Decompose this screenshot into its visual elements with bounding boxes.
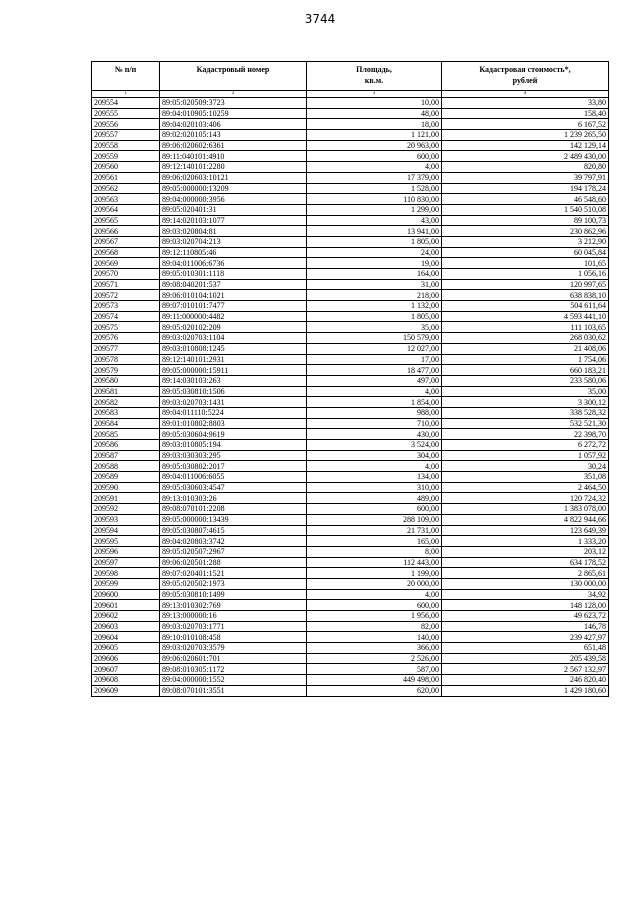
- row-index: 209556: [92, 119, 160, 130]
- table-row: [92, 130, 609, 141]
- row-index: 209565: [92, 215, 160, 226]
- header-index: № п/п: [92, 62, 160, 91]
- cost-value: 123 649,39: [442, 525, 609, 536]
- area-value: 489,00: [307, 493, 442, 504]
- cadastral-number: 89:08:070101:2208: [160, 504, 307, 515]
- table-row: [92, 215, 609, 226]
- area-value: 430,00: [307, 429, 442, 440]
- cadastral-number: 89:06:020602:6361: [160, 140, 307, 151]
- table-row: [92, 333, 609, 344]
- table-row: [92, 557, 609, 568]
- area-value: 82,00: [307, 621, 442, 632]
- area-value: 13 941,00: [307, 226, 442, 237]
- row-index: 209607: [92, 664, 160, 675]
- cadastral-number: 89:10:010108:458: [160, 632, 307, 643]
- cadastral-number: 89:11:040101:4910: [160, 151, 307, 162]
- area-value: 620,00: [307, 685, 442, 696]
- column-number: 3: [307, 91, 442, 98]
- cadastral-number: 89:14:030103:263: [160, 375, 307, 386]
- area-value: 1 854,00: [307, 397, 442, 408]
- row-index: 209583: [92, 407, 160, 418]
- row-index: 209588: [92, 461, 160, 472]
- area-value: 366,00: [307, 643, 442, 654]
- row-index: 209593: [92, 514, 160, 525]
- area-value: 48,00: [307, 108, 442, 119]
- table-row: [92, 343, 609, 354]
- cost-value: 504 611,64: [442, 301, 609, 312]
- table-row: [92, 172, 609, 183]
- table-row: [92, 461, 609, 472]
- cadastral-number: 89:06:020501:288: [160, 557, 307, 568]
- table-row: [92, 365, 609, 376]
- table-row: [92, 151, 609, 162]
- cadastral-number: 89:04:020103:406: [160, 119, 307, 130]
- row-index: 209597: [92, 557, 160, 568]
- cost-value: 203,12: [442, 546, 609, 557]
- table-row: [92, 140, 609, 151]
- row-index: 209579: [92, 365, 160, 376]
- area-value: 18 477,00: [307, 365, 442, 376]
- cadastral-number: 89:04:011006:6736: [160, 258, 307, 269]
- table-row: [92, 397, 609, 408]
- cadastral-number: 89:08:040201:537: [160, 279, 307, 290]
- cadastral-number: 89:05:000000:13439: [160, 514, 307, 525]
- cadastral-number: 89:05:010301:1118: [160, 269, 307, 280]
- area-value: 24,00: [307, 247, 442, 258]
- area-value: 497,00: [307, 375, 442, 386]
- row-index: 209605: [92, 643, 160, 654]
- cadastral-number: 89:03:030303:295: [160, 450, 307, 461]
- row-index: 209604: [92, 632, 160, 643]
- cost-value: 39 797,91: [442, 172, 609, 183]
- cost-value: 49 623,72: [442, 611, 609, 622]
- cadastral-number: 89:08:070101:3551: [160, 685, 307, 696]
- table-row: [92, 354, 609, 365]
- table-row: [92, 643, 609, 654]
- table-row: [92, 429, 609, 440]
- row-index: 209578: [92, 354, 160, 365]
- cadastral-number: 89:05:030807:4615: [160, 525, 307, 536]
- area-value: 4,00: [307, 386, 442, 397]
- area-value: 10,00: [307, 98, 442, 109]
- row-index: 209595: [92, 536, 160, 547]
- cost-value: 1 239 265,50: [442, 130, 609, 141]
- column-number-row: [92, 91, 609, 98]
- table-row: [92, 493, 609, 504]
- row-index: 209559: [92, 151, 160, 162]
- cost-value: 142 129,14: [442, 140, 609, 151]
- area-value: 218,00: [307, 290, 442, 301]
- cadastral-number: 89:13:000000:16: [160, 611, 307, 622]
- area-value: 988,00: [307, 407, 442, 418]
- area-value: 4,00: [307, 589, 442, 600]
- area-value: 600,00: [307, 151, 442, 162]
- header-row: [92, 62, 609, 91]
- cost-value: 660 183,21: [442, 365, 609, 376]
- cadastral-number: 89:05:030810:1499: [160, 589, 307, 600]
- row-index: 209601: [92, 600, 160, 611]
- area-value: 35,00: [307, 322, 442, 333]
- cost-value: 230 862,96: [442, 226, 609, 237]
- cost-value: 239 427,97: [442, 632, 609, 643]
- cadastral-number: 89:12:140101:2280: [160, 162, 307, 173]
- cost-value: 120 997,65: [442, 279, 609, 290]
- cadastral-number: 89:07:020401:1521: [160, 568, 307, 579]
- cost-value: 1 429 180,60: [442, 685, 609, 696]
- cost-value: 233 580,06: [442, 375, 609, 386]
- table-row: [92, 482, 609, 493]
- cost-value: 158,40: [442, 108, 609, 119]
- cadastral-number: 89:05:000000:13209: [160, 183, 307, 194]
- cadastral-number: 89:03:020804:81: [160, 226, 307, 237]
- cadastral-number: 89:04:011006:6055: [160, 472, 307, 483]
- row-index: 209600: [92, 589, 160, 600]
- cost-value: 634 178,52: [442, 557, 609, 568]
- row-index: 209573: [92, 301, 160, 312]
- table-row: [92, 621, 609, 632]
- cost-value: 820,80: [442, 162, 609, 173]
- cost-value: 4 822 944,66: [442, 514, 609, 525]
- cadastral-number: 89:11:000000:4482: [160, 311, 307, 322]
- column-number: 2: [160, 91, 307, 98]
- table-row: [92, 98, 609, 109]
- table-row: [92, 247, 609, 258]
- cost-value: 1 333,20: [442, 536, 609, 547]
- cost-value: 338 528,32: [442, 407, 609, 418]
- area-value: 1 199,00: [307, 568, 442, 579]
- cost-value: 3 300,12: [442, 397, 609, 408]
- row-index: 209581: [92, 386, 160, 397]
- table-row: [92, 418, 609, 429]
- row-index: 209609: [92, 685, 160, 696]
- cost-value: 34,92: [442, 589, 609, 600]
- row-index: 209554: [92, 98, 160, 109]
- cadastral-number: 89:12:110805:46: [160, 247, 307, 258]
- row-index: 209582: [92, 397, 160, 408]
- cost-value: 146,78: [442, 621, 609, 632]
- cadastral-number: 89:05:030604:9619: [160, 429, 307, 440]
- table-row: [92, 578, 609, 589]
- table-body: [92, 98, 609, 697]
- area-value: 310,00: [307, 482, 442, 493]
- area-value: 165,00: [307, 536, 442, 547]
- area-value: 600,00: [307, 600, 442, 611]
- area-value: 12 027,00: [307, 343, 442, 354]
- row-index: 209598: [92, 568, 160, 579]
- header-cadastral-number: Кадастровый номер: [160, 62, 307, 91]
- row-index: 209571: [92, 279, 160, 290]
- cadastral-number: 89:13:010302:769: [160, 600, 307, 611]
- area-value: 140,00: [307, 632, 442, 643]
- area-value: 304,00: [307, 450, 442, 461]
- cadastral-number: 89:08:010305:1172: [160, 664, 307, 675]
- cadastral-number: 89:04:010905:10259: [160, 108, 307, 119]
- table-row: [92, 472, 609, 483]
- table-row: [92, 119, 609, 130]
- cost-value: 638 838,10: [442, 290, 609, 301]
- table-row: [92, 568, 609, 579]
- cadastral-number: 89:05:020102:209: [160, 322, 307, 333]
- row-index: 209594: [92, 525, 160, 536]
- column-number: 4: [442, 91, 609, 98]
- row-index: 209580: [92, 375, 160, 386]
- table-row: [92, 611, 609, 622]
- area-value: 17 379,00: [307, 172, 442, 183]
- table-row: [92, 525, 609, 536]
- area-value: 20 963,00: [307, 140, 442, 151]
- table-row: [92, 675, 609, 686]
- row-index: 209570: [92, 269, 160, 280]
- cost-value: 246 820,40: [442, 675, 609, 686]
- row-index: 209557: [92, 130, 160, 141]
- table-row: [92, 226, 609, 237]
- cadastral-number: 89:03:020703:1104: [160, 333, 307, 344]
- table-row: [92, 322, 609, 333]
- area-value: 2 526,00: [307, 653, 442, 664]
- cost-value: 30,24: [442, 461, 609, 472]
- cadastral-number: 89:02:020105:143: [160, 130, 307, 141]
- area-value: 150 579,00: [307, 333, 442, 344]
- cost-value: 21 408,06: [442, 343, 609, 354]
- table-row: [92, 375, 609, 386]
- area-value: 18,00: [307, 119, 442, 130]
- cost-value: 194 178,24: [442, 183, 609, 194]
- cadastral-number: 89:05:020509:3723: [160, 98, 307, 109]
- cost-value: 6 167,52: [442, 119, 609, 130]
- page-number: 3744: [304, 12, 336, 26]
- table-row: [92, 269, 609, 280]
- row-index: 209592: [92, 504, 160, 515]
- cadastral-number: 89:07:010101:7477: [160, 301, 307, 312]
- cadastral-number: 89:03:020704:213: [160, 236, 307, 247]
- cost-value: 2 567 132,97: [442, 664, 609, 675]
- table-row: [92, 236, 609, 247]
- row-index: 209569: [92, 258, 160, 269]
- cadastral-number: 89:05:020401:31: [160, 204, 307, 215]
- cost-value: 6 272,72: [442, 440, 609, 451]
- area-value: 19,00: [307, 258, 442, 269]
- area-value: 449 498,00: [307, 675, 442, 686]
- cost-value: 33,80: [442, 98, 609, 109]
- cost-value: 35,00: [442, 386, 609, 397]
- row-index: 209585: [92, 429, 160, 440]
- table-row: [92, 258, 609, 269]
- cadastral-number: 89:05:030802:2017: [160, 461, 307, 472]
- row-index: 209606: [92, 653, 160, 664]
- cadastral-number: 89:04:011110:5224: [160, 407, 307, 418]
- area-value: 1 121,00: [307, 130, 442, 141]
- cost-value: 89 100,73: [442, 215, 609, 226]
- cadastral-number: 89:06:010104:1021: [160, 290, 307, 301]
- cadastral-number: 89:03:010805:194: [160, 440, 307, 451]
- table-row: [92, 685, 609, 696]
- row-index: 209567: [92, 236, 160, 247]
- cadastral-number: 89:13:010303:26: [160, 493, 307, 504]
- row-index: 209584: [92, 418, 160, 429]
- cost-value: 3 212,90: [442, 236, 609, 247]
- area-value: 1 299,00: [307, 204, 442, 215]
- row-index: 209563: [92, 194, 160, 205]
- row-index: 209568: [92, 247, 160, 258]
- table-row: [92, 664, 609, 675]
- area-value: 4,00: [307, 461, 442, 472]
- row-index: 209566: [92, 226, 160, 237]
- cost-value: 111 103,65: [442, 322, 609, 333]
- cost-value: 2 489 430,00: [442, 151, 609, 162]
- row-index: 209577: [92, 343, 160, 354]
- area-value: 20 000,00: [307, 578, 442, 589]
- cost-value: 120 724,32: [442, 493, 609, 504]
- row-index: 209599: [92, 578, 160, 589]
- cadastral-number: 89:03:020703:3579: [160, 643, 307, 654]
- area-value: 587,00: [307, 664, 442, 675]
- area-value: 1 956,00: [307, 611, 442, 622]
- row-index: 209603: [92, 621, 160, 632]
- cadastral-number: 89:12:140101:2931: [160, 354, 307, 365]
- row-index: 209562: [92, 183, 160, 194]
- row-index: 209576: [92, 333, 160, 344]
- row-index: 209591: [92, 493, 160, 504]
- row-index: 209608: [92, 675, 160, 686]
- cost-value: 46 548,60: [442, 194, 609, 205]
- cadastral-number: 89:14:020103:1077: [160, 215, 307, 226]
- area-value: 288 109,00: [307, 514, 442, 525]
- area-value: 110 830,00: [307, 194, 442, 205]
- area-value: 3 524,00: [307, 440, 442, 451]
- area-value: 1 805,00: [307, 236, 442, 247]
- cost-value: 1 383 078,00: [442, 504, 609, 515]
- area-value: 31,00: [307, 279, 442, 290]
- cadastral-number: 89:03:020703:1771: [160, 621, 307, 632]
- cost-value: 205 439,58: [442, 653, 609, 664]
- area-value: 43,00: [307, 215, 442, 226]
- table-row: [92, 108, 609, 119]
- row-index: 209596: [92, 546, 160, 557]
- cost-value: 2 865,61: [442, 568, 609, 579]
- cost-value: 130 000,00: [442, 578, 609, 589]
- table-row: [92, 653, 609, 664]
- table-row: [92, 290, 609, 301]
- cadastral-number: 89:06:020603:10121: [160, 172, 307, 183]
- cadastral-number: 89:05:020507:2967: [160, 546, 307, 557]
- row-index: 209590: [92, 482, 160, 493]
- cadastral-number: 89:04:020803:3742: [160, 536, 307, 547]
- table-row: [92, 600, 609, 611]
- cost-value: 351,08: [442, 472, 609, 483]
- row-index: 209575: [92, 322, 160, 333]
- column-number: 1: [92, 91, 160, 98]
- area-value: 1 805,00: [307, 311, 442, 322]
- area-value: 1 528,00: [307, 183, 442, 194]
- table-row: [92, 450, 609, 461]
- table-row: [92, 632, 609, 643]
- row-index: 209561: [92, 172, 160, 183]
- table-row: [92, 504, 609, 515]
- cost-value: 268 030,62: [442, 333, 609, 344]
- cadastral-number: 89:01:010802:8803: [160, 418, 307, 429]
- row-index: 209558: [92, 140, 160, 151]
- cadastral-table: [91, 61, 609, 697]
- cost-value: 1 056,16: [442, 269, 609, 280]
- table-row: [92, 440, 609, 451]
- cadastral-number: 89:05:020502:1973: [160, 578, 307, 589]
- area-value: 17,00: [307, 354, 442, 365]
- cadastral-number: 89:03:010808:1245: [160, 343, 307, 354]
- row-index: 209555: [92, 108, 160, 119]
- cadastral-number: 89:05:030603:4547: [160, 482, 307, 493]
- area-value: 164,00: [307, 269, 442, 280]
- cost-value: 532 521,30: [442, 418, 609, 429]
- cadastral-number: 89:04:000000:1552: [160, 675, 307, 686]
- cost-value: 4 593 441,10: [442, 311, 609, 322]
- cadastral-number: 89:06:020601:701: [160, 653, 307, 664]
- table-row: [92, 204, 609, 215]
- cadastral-number: 89:04:000000:3956: [160, 194, 307, 205]
- area-value: 4,00: [307, 162, 442, 173]
- area-value: 134,00: [307, 472, 442, 483]
- table-row: [92, 279, 609, 290]
- cost-value: 22 398,70: [442, 429, 609, 440]
- row-index: 209589: [92, 472, 160, 483]
- cost-value: 1 754,06: [442, 354, 609, 365]
- cost-value: 148 128,00: [442, 600, 609, 611]
- table-row: [92, 183, 609, 194]
- header-area: Площадь, кв.м.: [307, 62, 442, 91]
- header-cost: Кадастровая стоимость*, рублей: [442, 62, 609, 91]
- area-value: 8,00: [307, 546, 442, 557]
- cadastral-number: 89:05:030810:1506: [160, 386, 307, 397]
- table-row: [92, 589, 609, 600]
- row-index: 209572: [92, 290, 160, 301]
- table-row: [92, 546, 609, 557]
- row-index: 209587: [92, 450, 160, 461]
- area-value: 112 443,00: [307, 557, 442, 568]
- table-row: [92, 514, 609, 525]
- table-row: [92, 162, 609, 173]
- row-index: 209574: [92, 311, 160, 322]
- table-row: [92, 311, 609, 322]
- cost-value: 1 540 510,08: [442, 204, 609, 215]
- cost-value: 60 045,84: [442, 247, 609, 258]
- table-row: [92, 536, 609, 547]
- area-value: 600,00: [307, 504, 442, 515]
- area-value: 1 132,00: [307, 301, 442, 312]
- area-value: 710,00: [307, 418, 442, 429]
- row-index: 209564: [92, 204, 160, 215]
- cost-value: 1 057,92: [442, 450, 609, 461]
- cost-value: 2 464,50: [442, 482, 609, 493]
- table-row: [92, 407, 609, 418]
- row-index: 209586: [92, 440, 160, 451]
- row-index: 209560: [92, 162, 160, 173]
- row-index: 209602: [92, 611, 160, 622]
- table-row: [92, 194, 609, 205]
- table-row: [92, 301, 609, 312]
- area-value: 21 731,00: [307, 525, 442, 536]
- table-row: [92, 386, 609, 397]
- cost-value: 101,65: [442, 258, 609, 269]
- cadastral-number: 89:05:000000:15911: [160, 365, 307, 376]
- cost-value: 651,48: [442, 643, 609, 654]
- cadastral-number: 89:03:020703:1431: [160, 397, 307, 408]
